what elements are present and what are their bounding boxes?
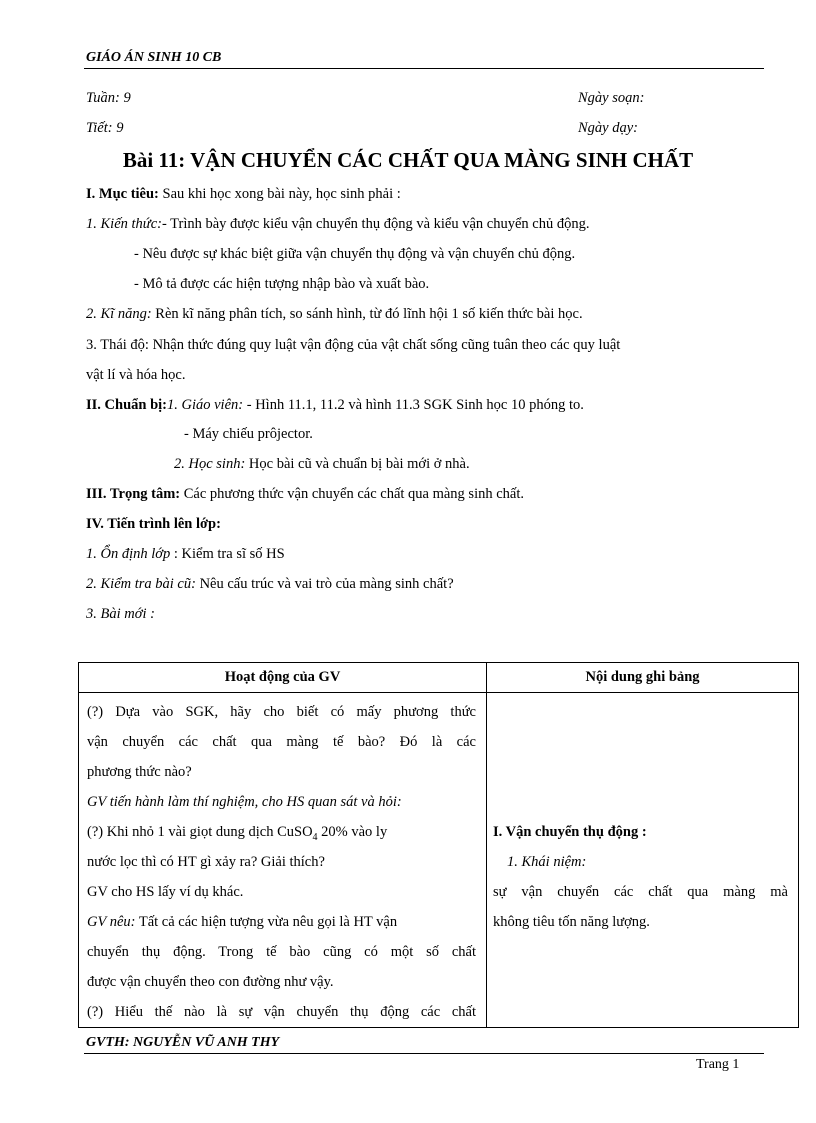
concept-text-line-1: sự vận chuyển các chất qua màng mà (493, 884, 788, 900)
formula-text-before: (?) Khi nhỏ 1 vài giọt dung dịch CuSO (87, 824, 313, 840)
formula-text-after: 20% vào ly (317, 824, 388, 840)
page-number: Trang 1 (696, 1057, 740, 1072)
formula-subscript: 4 (312, 831, 318, 843)
activity-line: được vận chuyển theo con đường như vậy. (87, 974, 334, 990)
objectives-line (86, 186, 401, 203)
activity-line: chuyển thụ động. Trong tế bào cũng có một số chất (87, 944, 476, 960)
activity-line: phương thức nào? (87, 764, 192, 780)
student-prep-line (174, 456, 470, 473)
activity-line: (?) Hiểu thế nào là sự vận chuyển thụ động các chất (87, 1004, 476, 1020)
skills-label: 2. Kĩ năng: (86, 306, 152, 322)
old-lesson-check-line (86, 576, 454, 593)
board-content-header: Nội dung ghi bảng (487, 663, 799, 693)
old-lesson-question: Nêu cấu trúc và vai trò của màng sinh chất? (195, 576, 454, 592)
knowledge-item-2: - Nêu được sự khác biệt giữa vận chuyển thụ động và vận chuyển chủ động. (134, 246, 576, 262)
passive-transport-heading: I. Vận chuyển thụ động : (493, 824, 647, 840)
board-content-cell (487, 693, 799, 1028)
student-label: 2. Học sinh: (174, 456, 246, 472)
concept-subheading: 1. Khái niệm: (507, 854, 587, 870)
activity-line: GV cho HS lấy ví dụ khác. (87, 884, 244, 900)
knowledge-item-3: - Mô tả được các hiện tượng nhập bào và xuất bào. (134, 276, 430, 292)
activity-line: vận chuyển các chất qua màng tế bào? Đó là các (87, 734, 476, 750)
focus-heading: III. Trọng tâm: (86, 486, 181, 502)
student-text: Học bài cũ và chuẩn bị bài mới ở nhà. (245, 456, 470, 472)
teacher-activity-cell (79, 693, 487, 1028)
skills-line (86, 306, 583, 323)
prep-date-label: Ngày soạn: (578, 90, 645, 106)
class-stabilize-text: : Kiểm tra sĩ số HS (170, 546, 285, 562)
knowledge-text: - Trình bày được kiểu vận chuyển thụ động và kiểu vận chuyển chủ động. (161, 216, 590, 232)
class-stabilize-label: 1. Ổn định lớp (86, 546, 171, 562)
preparation-heading: II. Chuẩn bị: (86, 397, 167, 413)
knowledge-line (86, 216, 589, 233)
header-rule (84, 68, 764, 69)
lesson-title: Bài 11: VẬN CHUYỂN CÁC CHẤT QUA MÀNG SINH CHẤT (122, 148, 694, 172)
class-stabilize-line (86, 546, 285, 563)
skills-text: Rèn kĩ năng phân tích, so sánh hình, từ đó lĩnh hội 1 số kiến thức bài học. (151, 306, 583, 322)
board-spacer (493, 697, 788, 817)
week-label: Tuần: 9 (86, 90, 131, 106)
objectives-text: Sau khi học xong bài này, học sinh phải : (158, 186, 401, 202)
knowledge-label: 1. Kiến thức: (86, 216, 162, 232)
old-lesson-label: 2. Kiểm tra bài cũ: (86, 576, 196, 592)
focus-text: Các phương thức vận chuyển các chất qua màng sinh chất. (180, 486, 525, 502)
footer-rule (84, 1053, 764, 1054)
preparation-item-projector: - Máy chiếu prôjector. (184, 426, 313, 442)
focus-line (86, 486, 524, 503)
activity-line: GV tiến hành làm thí nghiệm, cho HS quan sát và hỏi: (87, 794, 402, 810)
teacher-explains-label: GV nêu: (87, 914, 136, 930)
concept-text-line-2: không tiêu tốn năng lượng. (493, 914, 650, 930)
activity-line-formula (87, 817, 476, 847)
table-row (79, 693, 799, 1028)
activity-line: (?) Dựa vào SGK, hãy cho biết có mấy phương thức (87, 704, 476, 720)
teacher-text: - Hình 11.1, 11.2 và hình 11.3 SGK Sinh học 10 phóng to. (243, 397, 584, 413)
teacher-activity-header: Hoạt động của GV (79, 663, 487, 693)
preparation-line (86, 397, 584, 414)
attitude-line-2: vật lí và hóa học. (86, 367, 186, 383)
table-header-row (79, 663, 799, 693)
teacher-explains-text: Tất cả các hiện tượng vừa nêu gọi là HT vận (135, 914, 398, 930)
teach-date-label: Ngày dạy: (578, 120, 638, 136)
new-lesson-label: 3. Bài mới : (86, 606, 155, 622)
teacher-label: 1. Giáo viên: (167, 397, 244, 413)
document-header: GIÁO ÁN SINH 10 CB (86, 50, 222, 65)
period-label: Tiết: 9 (86, 120, 124, 136)
activity-line (87, 907, 476, 937)
attitude-line-1: 3. Thái độ: Nhận thức đúng quy luật vận động của vật chất sống cũng tuân theo các quy luật (86, 337, 621, 353)
objectives-heading: I. Mục tiêu: (86, 186, 159, 202)
procedure-heading: IV. Tiến trình lên lớp: (86, 516, 221, 532)
activity-line: nước lọc thì có HT gì xảy ra? Giải thích? (87, 854, 325, 870)
teacher-name-footer: GVTH: NGUYỄN VŨ ANH THY (86, 1035, 280, 1050)
lesson-activity-table (78, 662, 799, 1028)
